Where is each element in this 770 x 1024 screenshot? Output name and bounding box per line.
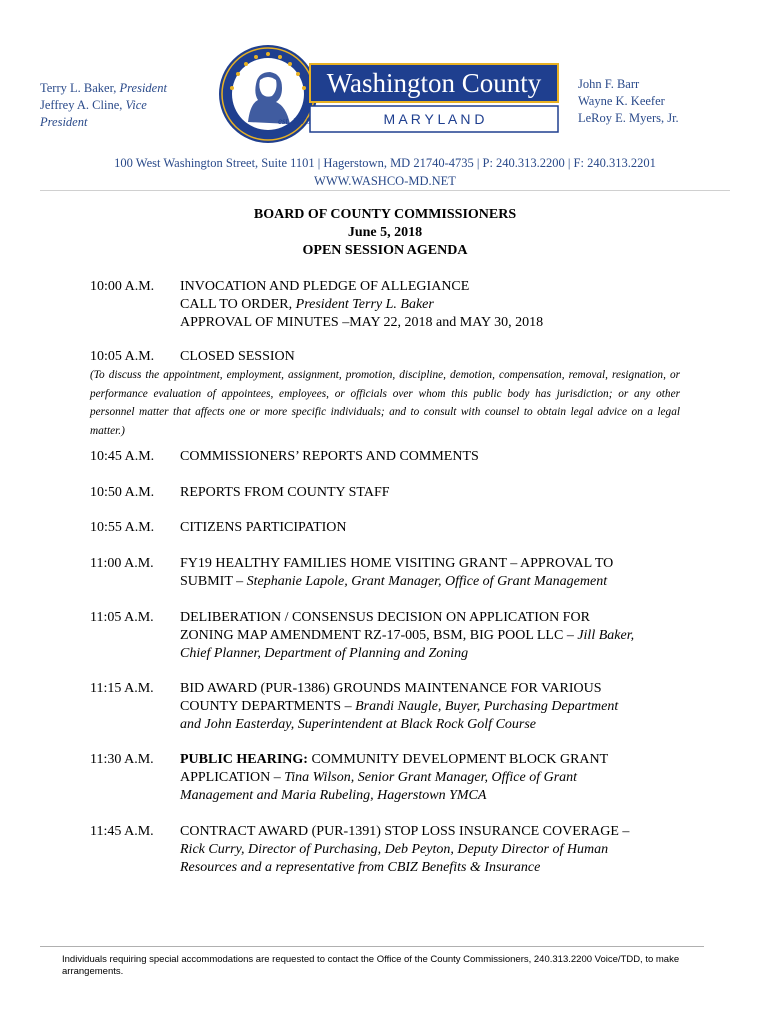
officer-vice-president: Jeffrey A. Cline, Vice bbox=[40, 98, 147, 112]
agenda-description: COMMISSIONERS’ REPORTS AND COMMENTS bbox=[180, 449, 479, 464]
agenda-title bbox=[0, 206, 770, 260]
agenda-time: 10:05 A.M. bbox=[90, 349, 155, 364]
officer-president: Terry L. Baker, President bbox=[40, 81, 167, 95]
commissioner-name: LeRoy E. Myers, Jr. bbox=[578, 111, 679, 125]
commissioner-list-right bbox=[578, 76, 679, 127]
meeting-date: June 5, 2018 bbox=[347, 225, 423, 240]
commissioner-name: John F. Barr bbox=[578, 77, 640, 91]
agenda-time: 11:30 A.M. bbox=[90, 752, 154, 767]
board-title: BOARD OF COUNTY COMMISSIONERS bbox=[253, 207, 517, 222]
agenda-description: FY19 HEALTHY FAMILIES HOME VISITING GRANT – APPROVAL TO SUBMIT – Stephanie Lapole, Grant Manager, Office of Grant Management bbox=[180, 556, 614, 589]
address-line: 100 West Washington Street, Suite 1101 | Hagerstown, MD 21740-4735 | P: 240.313.2200 | F: 240.313.2201 bbox=[114, 156, 656, 170]
commissioner-officers-left bbox=[40, 80, 190, 131]
agenda-description: INVOCATION AND PLEDGE OF ALLEGIANCE CALL TO ORDER, President Terry L. Baker APPROVAL OF MINUTES –MAY 22, 2018 and MAY 30, 2018 bbox=[180, 279, 544, 330]
seal-year-text: est. 1776 bbox=[278, 116, 311, 126]
agenda-description: CONTRACT AWARD (PUR-1391) STOP LOSS INSURANCE COVERAGE – Rick Curry, Director of Purchasing, Deb Peyton, Deputy Director of Human Resources and a representative from CBIZ Benefits & Insurance bbox=[180, 824, 630, 875]
agenda-description: REPORTS FROM COUNTY STAFF bbox=[180, 485, 390, 500]
footer-divider bbox=[40, 946, 704, 947]
agenda-time: 11:45 A.M. bbox=[90, 824, 154, 839]
agenda-description: BID AWARD (PUR-1386) GROUNDS MAINTENANCE FOR VARIOUS COUNTY DEPARTMENTS – Brandi Naugle, Buyer, Purchasing Department and John Easterday, Superintendent at Black Rock Golf Course bbox=[180, 681, 619, 732]
session-title: OPEN SESSION AGENDA bbox=[302, 243, 468, 258]
agenda-time: 11:15 A.M. bbox=[90, 681, 154, 696]
washington-county-logo bbox=[218, 44, 562, 146]
agenda-time: 11:00 A.M. bbox=[90, 556, 154, 571]
county-seal-icon bbox=[219, 45, 317, 143]
agenda-description: CLOSED SESSION bbox=[180, 349, 295, 364]
accommodations-footnote: Individuals requiring special accommodations are requested to contact the Office of the County Commissioners, 240.313.2200 Voice/TDD, to make arrangements. bbox=[62, 954, 680, 977]
agenda-description: CITIZENS PARTICIPATION bbox=[180, 520, 347, 535]
agenda-time: 10:45 A.M. bbox=[90, 449, 155, 464]
agenda-time: 10:55 A.M. bbox=[90, 520, 155, 535]
agenda-description: PUBLIC HEARING: COMMUNITY DEVELOPMENT BLOCK GRANT APPLICATION – Tina Wilson, Senior Grant Manager, Office of Grant Management and Maria Rubeling, Hagerstown YMCA bbox=[180, 752, 609, 803]
agenda-time: 10:00 A.M. bbox=[90, 279, 155, 294]
agenda-description: DELIBERATION / CONSENSUS DECISION ON APPLICATION FOR ZONING MAP AMENDMENT RZ-17-005, BSM, BIG POOL LLC – Jill Baker, Chief Planner, Department of Planning and Zoning bbox=[180, 610, 635, 661]
county-name-text: Washington County bbox=[326, 68, 542, 98]
closed-session-note: (To discuss the appointment, employment, assignment, promotion, discipline, demotion, compensation, removal, resignation, or performance evaluation of appointees, employees, or officials over whom this public body has jurisdiction; or any other personnel matter that affects one or more specific individuals; and to consult with counsel to obtain legal advice on a legal matter.) bbox=[90, 369, 680, 437]
header-divider bbox=[40, 190, 730, 191]
commissioner-name: Wayne K. Keefer bbox=[578, 94, 665, 108]
officer-vice-president-cont: President bbox=[40, 115, 88, 129]
website-link[interactable]: WWW.WASHCO-MD.NET bbox=[314, 174, 456, 188]
state-name-text: M A R Y L A N D bbox=[383, 111, 485, 127]
contact-info bbox=[0, 154, 770, 190]
agenda-time: 11:05 A.M. bbox=[90, 610, 154, 625]
agenda-time: 10:50 A.M. bbox=[90, 485, 155, 500]
